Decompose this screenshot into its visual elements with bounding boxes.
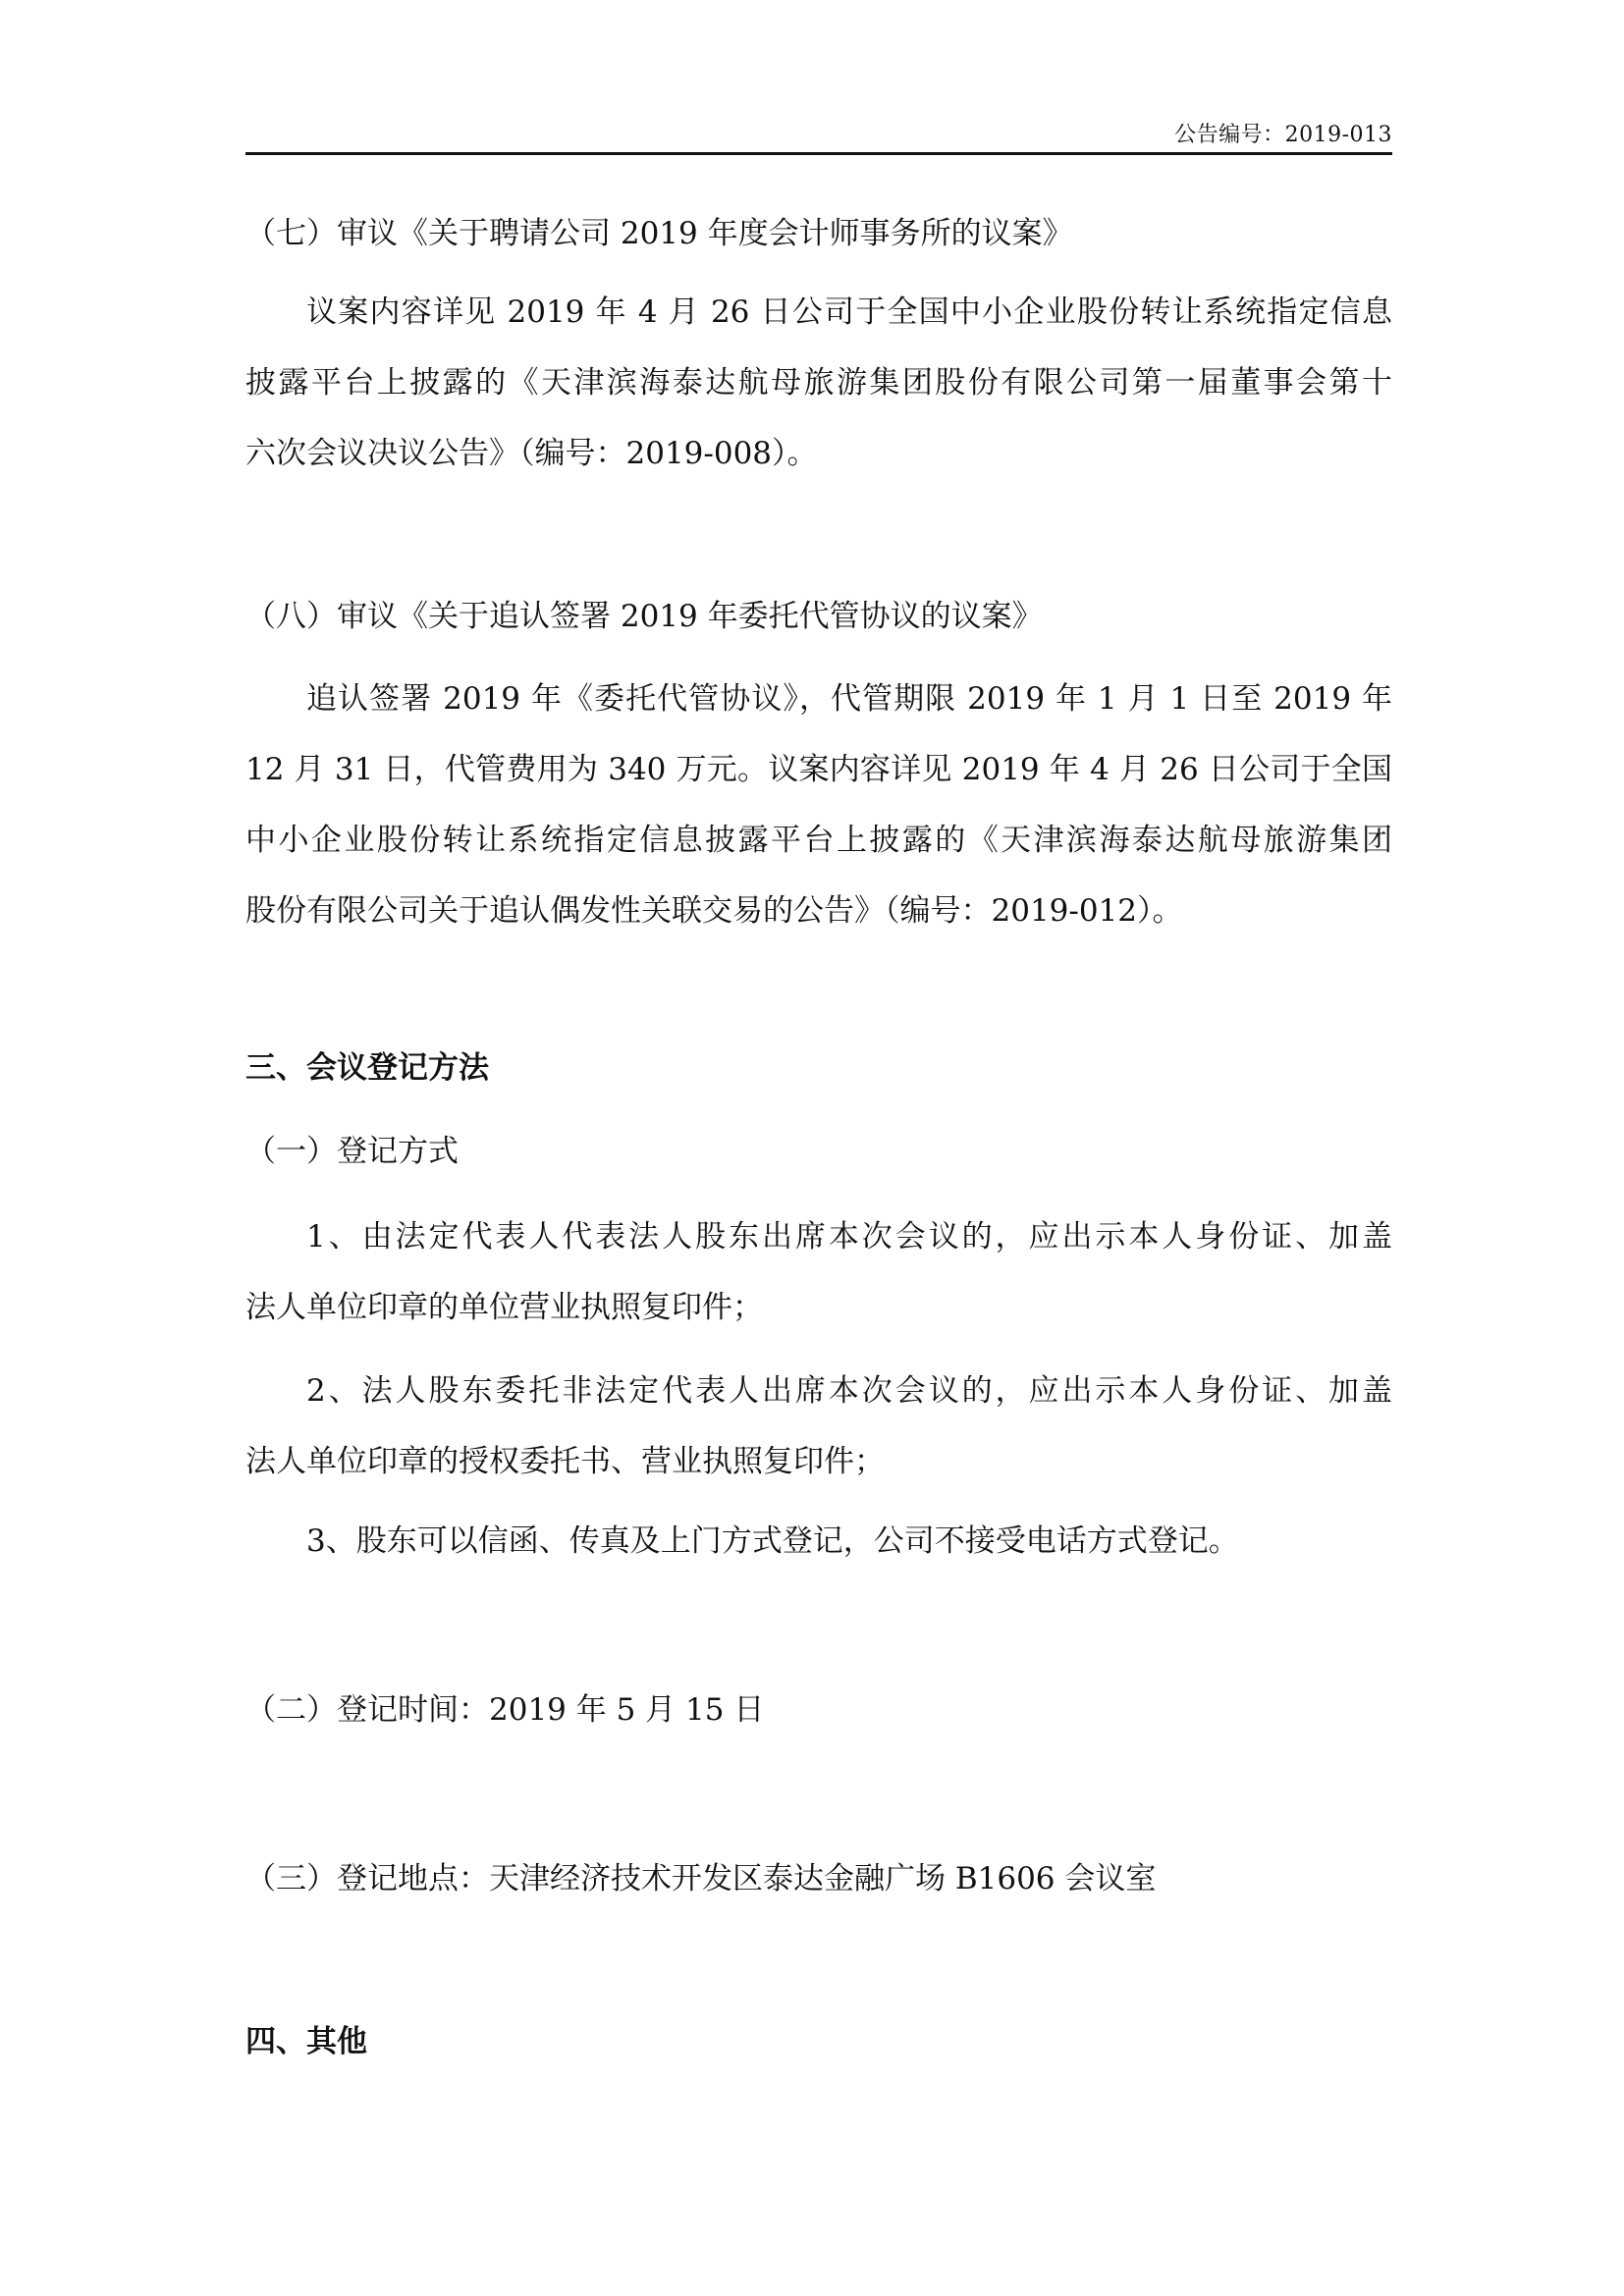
section-seven-body-line-3: 六次会议决议公告》（编号：2019-008）。 [245, 436, 818, 471]
section-seven-body-line-2: 披露平台上披露的《天津滨海泰达航母旅游集团股份有限公司第一届董事会第十 [245, 365, 1392, 400]
section-eight-body-line-2: 12 月 31 日，代管费用为 340 万元。议案内容详见 2019 年 4 月 26 日公司于全国 [245, 752, 1392, 787]
section-eight-body-line-1: 追认签署 2019 年《委托代管协议》，代管期限 2019 年 1 月 1 日至 2019 年 [306, 681, 1392, 717]
registration-item-3: 3、股东可以信函、传真及上门方式登记，公司不接受电话方式登记。 [306, 1523, 1239, 1559]
section-eight-body-line-4: 股份有限公司关于追认偶发性关联交易的公告》（编号：2019-012）。 [245, 893, 1183, 929]
header-divider [245, 152, 1392, 155]
registration-location: （三）登记地点：天津经济技术开发区泰达金融广场 B1606 会议室 [245, 1861, 1157, 1896]
section-three-heading: 三、会议登记方法 [245, 1050, 489, 1086]
registration-item-2-line-2: 法人单位印章的授权委托书、营业执照复印件； [245, 1444, 885, 1479]
registration-time: （二）登记时间：2019 年 5 月 15 日 [245, 1692, 765, 1728]
section-eight-heading: （八）审议《关于追认签署 2019 年委托代管协议的议案》 [245, 599, 1043, 634]
announcement-number: 公告编号：2019-013 [1174, 123, 1392, 147]
section-eight-body-line-3: 中小企业股份转让系统指定信息披露平台上披露的《天津滨海泰达航母旅游集团 [245, 823, 1392, 858]
registration-item-1-line-1: 1、由法定代表人代表法人股东出席本次会议的，应出示本人身份证、加盖 [306, 1219, 1392, 1255]
section-seven-body-line-1: 议案内容详见 2019 年 4 月 26 日公司于全国中小企业股份转让系统指定信息 [306, 294, 1392, 330]
registration-item-1-line-2: 法人单位印章的单位营业执照复印件； [245, 1290, 763, 1325]
registration-method-heading: （一）登记方式 [245, 1134, 459, 1169]
section-four-heading: 四、其他 [245, 2024, 367, 2059]
registration-item-2-line-1: 2、法人股东委托非法定代表人出席本次会议的，应出示本人身份证、加盖 [306, 1373, 1392, 1409]
section-seven-heading: （七）审议《关于聘请公司 2019 年度会计师事务所的议案》 [245, 216, 1073, 251]
